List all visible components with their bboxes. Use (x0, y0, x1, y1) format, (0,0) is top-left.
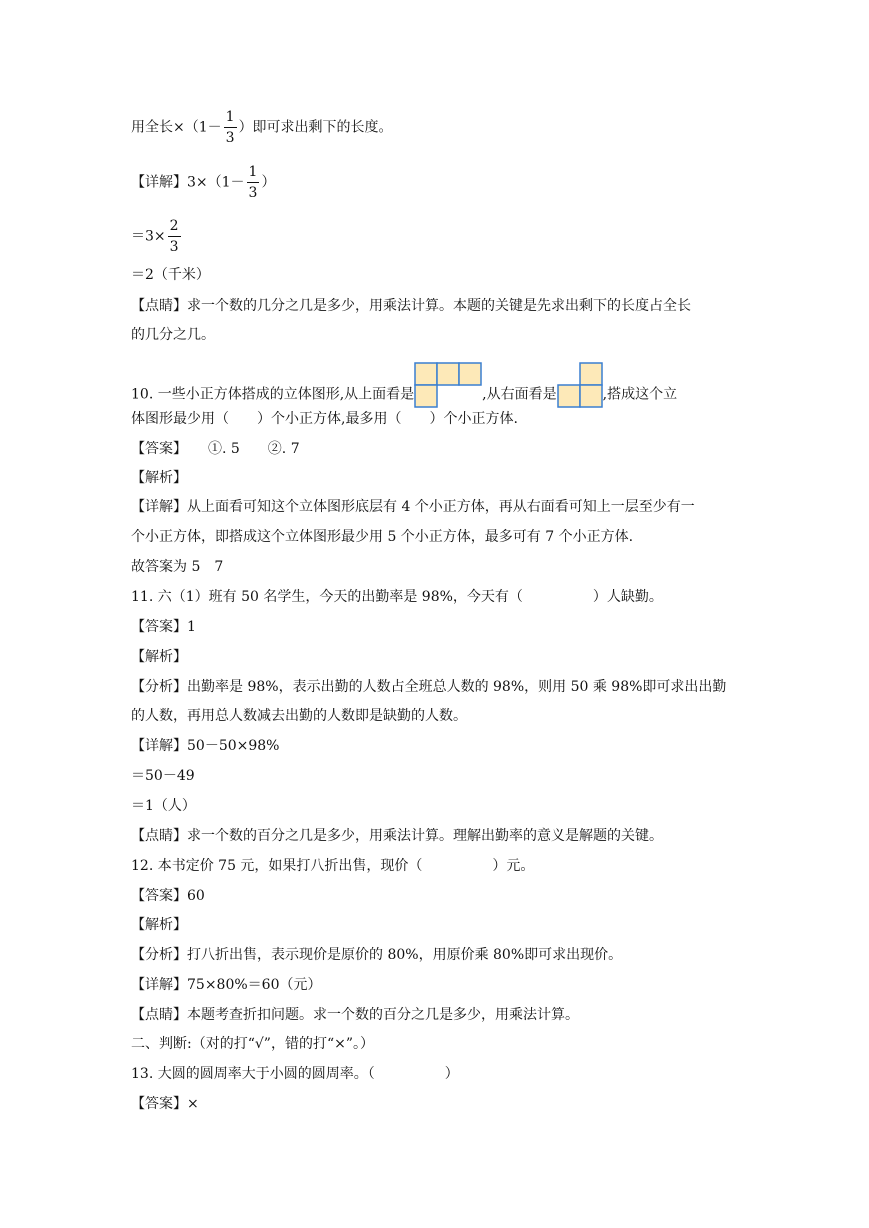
question-13: 13. 大圆的圆周率大于小圆的圆周率。（ ） (131, 1066, 459, 1082)
detail-10: 【详解】从上面看可知这个立体图形底层有 4 个小正方体，再从右面看可知上一层至少有一 (131, 499, 695, 515)
top-view-cell (415, 385, 437, 407)
fenxi-11: 【分析】出勤率是 98%，表示出勤的人数占全班总人数的 98%，则用 50 乘 98%即可求出出勤 (131, 679, 727, 695)
result-11: ＝1（人） (131, 798, 196, 814)
dianjing-line-q9-cont: 的几分之几。 (131, 327, 215, 343)
dianjing-11: 【点睛】求一个数的百分之几是多少，用乘法计算。理解出勤率的意义是解题的关键。 (131, 828, 663, 844)
top-view-cell (437, 363, 459, 385)
section-heading-judgement: 二、判断:（对的打“√”，错的打“×”。） (131, 1036, 374, 1052)
dianjing-12: 【点睛】本题考查折扣问题。求一个数的百分之几是多少，用乘法计算。 (131, 1007, 579, 1023)
result-line-q9: ＝2（千米） (131, 267, 210, 283)
dianjing-line-q9: 【点睛】求一个数的几分之几是多少，用乘法计算。本题的关键是先求出剩下的长度占全长 (131, 298, 691, 314)
analysis-label-10: 【解析】 (131, 470, 187, 486)
question-12: 12. 本书定价 75 元，如果打八折出售，现价（ ）元。 (131, 858, 535, 874)
detail-12: 【详解】75×80%＝60（元） (131, 977, 322, 993)
step-line-q9: ＝3× $\frac{2}{3}$ (131, 218, 179, 255)
detail-11: 【详解】50－50×98% (131, 738, 280, 754)
conclusion-10: 故答案为 5 7 (131, 559, 224, 575)
right-view-figure (557, 362, 603, 427)
analysis-label-12: 【解析】 (131, 917, 187, 933)
detail-line-q9: 【详解】3×（1－ $\frac{1}{3}$ ） (131, 164, 276, 201)
question-10-cont: 体图形最少用（ ）个小正方体,最多用（ ）个小正方体. (131, 411, 518, 427)
answer-10: 【答案】 ①. 5 ②. 7 (131, 441, 300, 457)
right-view-cell (558, 385, 580, 407)
step-11: ＝50－49 (131, 768, 195, 784)
right-view-cell (580, 385, 602, 407)
fraction-one-third: $\frac{1}{3}$ (248, 164, 258, 201)
question-11: 11. 六（1）班有 50 名学生，今天的出勤率是 98%，今天有（ ）人缺勤。 (131, 589, 663, 605)
question-10: 10. 一些小正方体搭成的立体图形,从上面看是 ,从右面看是 ,搭成这个立 (131, 362, 677, 427)
fraction-one-third: $\frac{1}{3}$ (225, 109, 235, 146)
right-view-cell (580, 363, 602, 385)
line-remaining-length: 用全长×（1－ $\frac{1}{3}$ ）即可求出剩下的长度。 (131, 109, 393, 146)
fenxi-11-cont: 的人数，再用总人数减去出勤的人数即是缺勤的人数。 (131, 708, 467, 724)
answer-13: 【答案】× (131, 1096, 199, 1112)
top-view-cell (415, 363, 437, 385)
detail-10-cont: 个小正方体，即搭成这个立体图形最少用 5 个小正方体，最多可有 7 个小正方体. (131, 529, 634, 545)
answer-12: 【答案】60 (131, 888, 205, 904)
answer-11: 【答案】1 (131, 619, 196, 635)
fenxi-12: 【分析】打八折出售，表示现价是原价的 80%，用原价乘 80%即可求出现价。 (131, 947, 623, 963)
analysis-label-11: 【解析】 (131, 649, 187, 665)
top-view-cell (459, 363, 481, 385)
fraction-two-thirds: $\frac{2}{3}$ (169, 218, 179, 255)
